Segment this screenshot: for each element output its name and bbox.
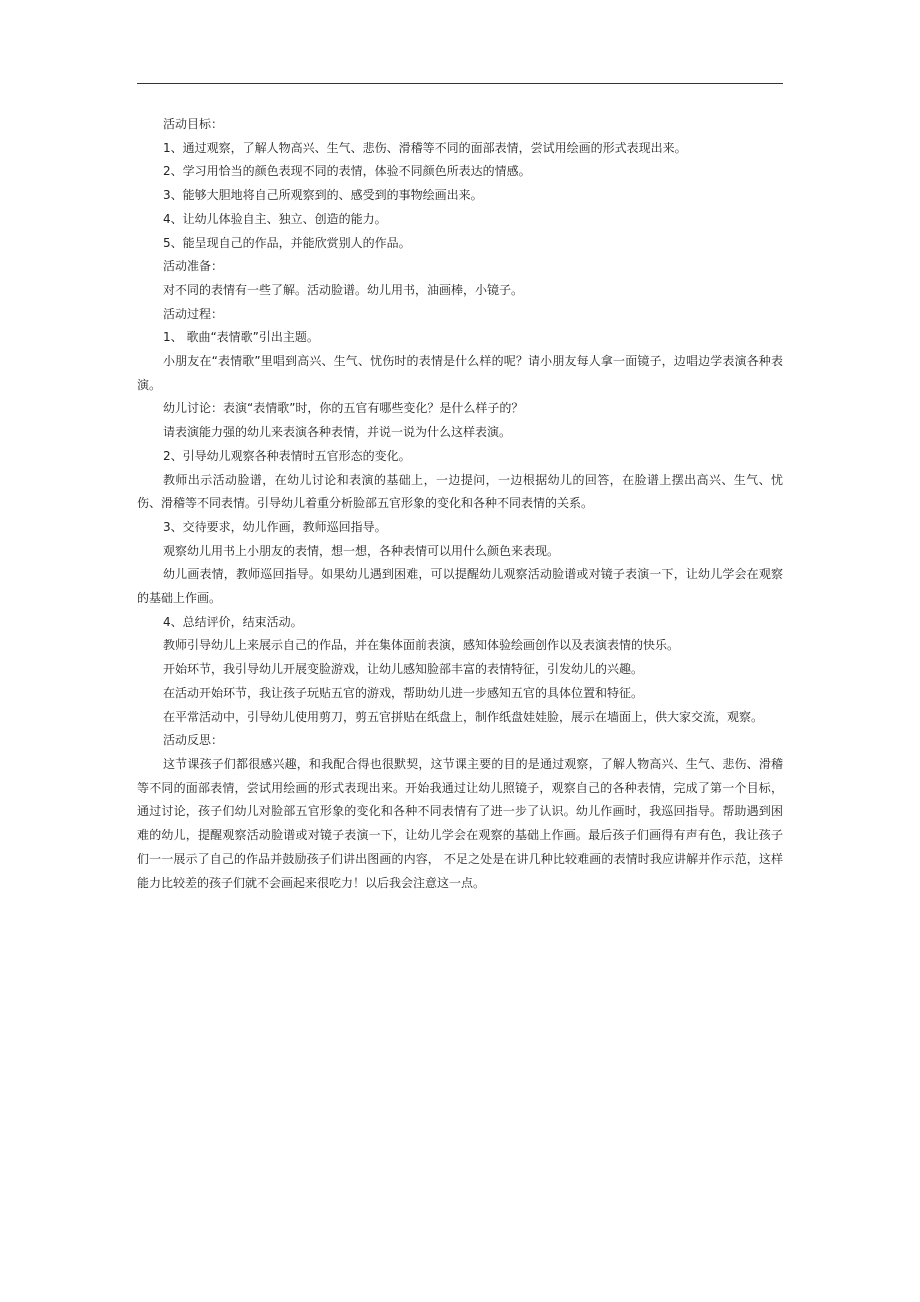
- process-paragraph: 教师引导幼儿上来展示自己的作品，并在集体面前表演，感知体验绘画创作以及表演表情的快乐。: [163, 638, 680, 653]
- objective-4: 4、让幼儿体验自主、独立、创造的能力。: [163, 211, 387, 226]
- process-paragraph: 小朋友在“表情歌”里唱到高兴、生气、忧伤时的表情是什么样的呢？请小朋友每人拿一面镜子，边唱边学表演各种表演。: [137, 354, 783, 392]
- heading-reflection: 活动反思：: [163, 733, 224, 748]
- process-step-2: 2、引导幼儿观察各种表情时五官形态的变化。: [163, 448, 411, 463]
- reflection-text: 这节课孩子们都很感兴趣，和我配合得也很默契，这节课主要的目的是通过观察，了解人物高兴、生气、悲伤、滑稽等不同的面部表情，尝试用绘画的形式表现出来。开始我通过让幼儿照镜子，观察自己的各种表情，完成了第一个目标，通过讨论，孩子们幼儿对脸部五官形象的变化和各种不同表情有了进一步了认识。幼儿作画时，我巡回指导。帮助遇到困难的幼儿，提醒观察活动脸谱或对镜子表演一下，让幼儿学会在观察的基础上作画。最后孩子们画得有声有色，我让孩子们一一展示了自己的作品并鼓励孩子们讲出图画的内容， 不足之处是在讲几种比较难画的表情时我应讲解并作示范，这样能力比较差的孩子们就不会画起来很吃力！以后我会注意这一点。: [137, 756, 783, 890]
- process-paragraph: 在活动开始环节，我让孩子玩贴五官的游戏，帮助幼儿进一步感知五官的具体位置和特征。: [163, 685, 644, 700]
- objective-5: 5、能呈现自己的作品，并能欣赏别人的作品。: [163, 235, 411, 250]
- header-rule: [137, 83, 783, 84]
- objective-2: 2、学习用恰当的颜色表现不同的表情，体验不同颜色所表达的情感。: [163, 164, 531, 179]
- heading-process: 活动过程：: [163, 306, 224, 321]
- process-paragraph: 观察幼儿用书上小朋友的表情，想一想，各种表情可以用什么颜色来表现。: [163, 543, 560, 558]
- process-paragraph: 幼儿画表情，教师巡回指导。如果幼儿遇到困难，可以提醒幼儿观察活动脸谱或对镜子表演一下，让幼儿学会在观察的基础上作画。: [137, 567, 783, 606]
- heading-preparation: 活动准备：: [163, 259, 224, 274]
- process-step-4: 4、总结评价，结束活动。: [163, 614, 303, 629]
- process-step-3: 3、交待要求，幼儿作画，教师巡回指导。: [163, 519, 387, 534]
- process-paragraph: 请表演能力强的幼儿来表演各种表情，并说一说为什么这样表演。: [163, 425, 512, 440]
- document-body: [137, 113, 783, 895]
- process-paragraph: 开始环节，我引导幼儿开展变脸游戏，让幼儿感知脸部丰富的表情特征，引发幼儿的兴趣。: [163, 662, 644, 677]
- heading-objectives: 活动目标：: [163, 117, 224, 131]
- preparation-text: 对不同的表情有一些了解。活动脸谱。幼儿用书，油画棒，小镜子。: [163, 282, 524, 297]
- objective-3: 3、能够大胆地将自己所观察到的、感受到的事物绘画出来。: [163, 188, 483, 203]
- process-paragraph: 幼儿讨论：表演“表情歌”时，你的五官有哪些变化？是什么样子的？: [163, 401, 524, 416]
- objective-1: 1、通过观察，了解人物高兴、生气、悲伤、滑稽等不同的面部表情，尝试用绘画的形式表现出来。: [163, 140, 687, 155]
- process-step-1: 1、 歌曲“表情歌”引出主题。: [163, 330, 319, 345]
- process-paragraph: 在平常活动中，引导幼儿使用剪刀，剪五官拼贴在纸盘上，制作纸盘娃娃脸，展示在墙面上，供大家交流，观察。: [163, 709, 764, 724]
- process-paragraph: 教师出示活动脸谱，在幼儿讨论和表演的基础上，一边提问，一边根据幼儿的回答，在脸谱上摆出高兴、生气、忧伤、滑稽等不同表情。引导幼儿着重分析脸部五官形象的变化和各种不同表情的关系。: [137, 472, 783, 511]
